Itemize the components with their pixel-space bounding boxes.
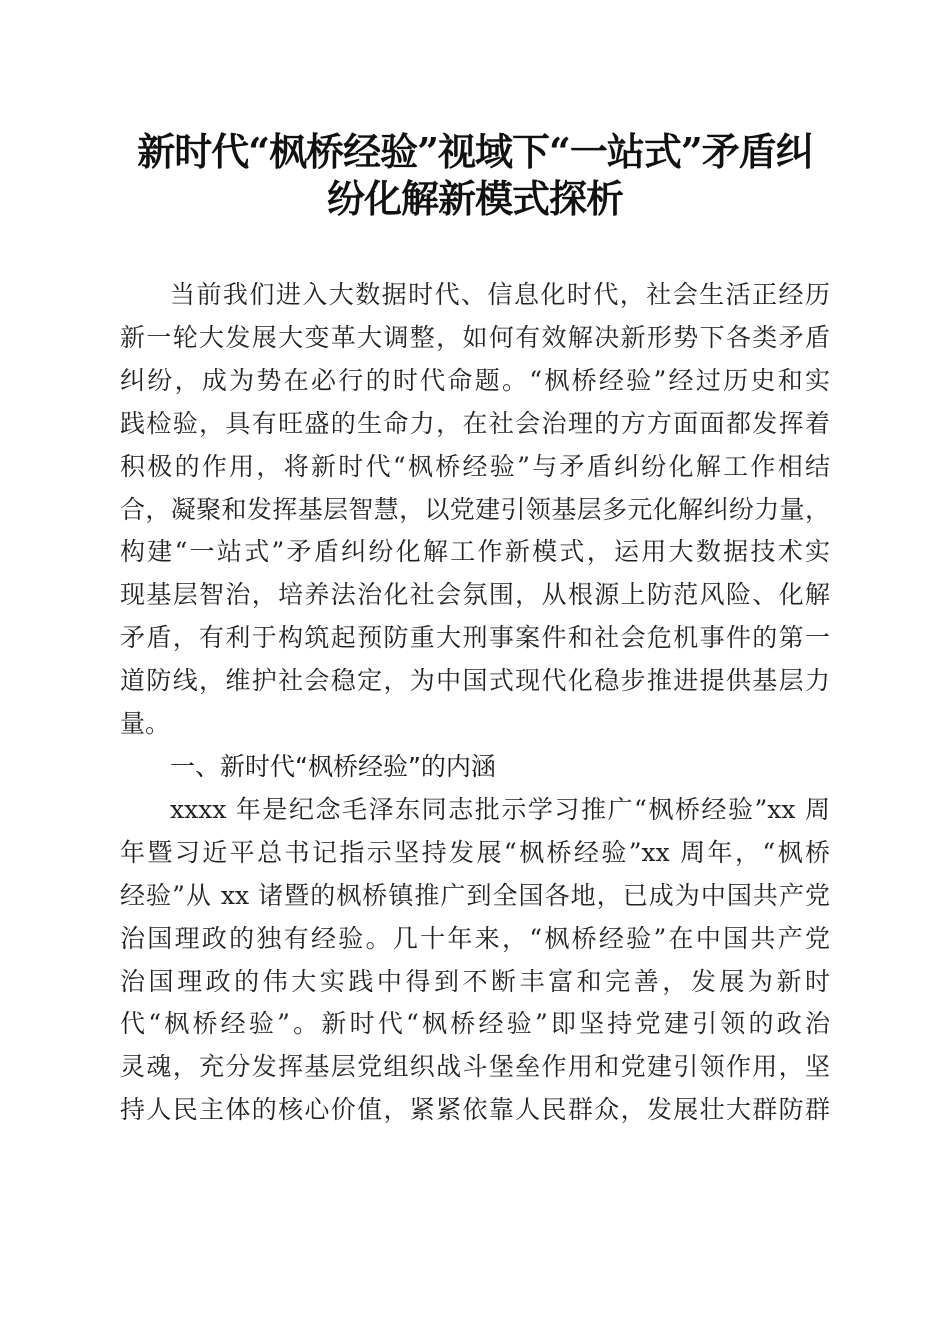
document-body xyxy=(120,274,830,1132)
text-line: 合，凝聚和发挥基层智慧，以党建引领基层多元化解纠纷力量， xyxy=(120,494,830,524)
text-line: 量。 xyxy=(120,709,171,739)
text-line: 道防线，维护社会稳定，为中国式现代化稳步推进提供基层力 xyxy=(120,666,830,696)
text-line: 年暨习近平总书记指示坚持发展“枫桥经验”xx 周年，“枫桥 xyxy=(120,837,830,867)
text-line: 经验”从 xx 诸暨的枫桥镇推广到全国各地，已成为中国共产党 xyxy=(120,880,830,910)
text-line: 新一轮大发展大变革大调整，如何有效解决新形势下各类矛盾 xyxy=(120,322,830,352)
text-line: 持人民主体的核心价值，紧紧依靠人民群众，发展壮大群防群 xyxy=(120,1095,830,1125)
section-heading-1: 一、新时代“枫桥经验”的内涵 xyxy=(170,751,496,781)
paragraph-section-1 xyxy=(120,789,830,1132)
title-line-2: 纷化解新模式探析 xyxy=(326,176,623,221)
document-title xyxy=(100,128,850,222)
text-line: 灵魂，充分发挥基层党组织战斗堡垒作用和党建引领作用，坚 xyxy=(120,1052,830,1082)
text-line: 矛盾，有利于构筑起预防重大刑事案件和社会危机事件的第一 xyxy=(120,623,830,653)
text-line: 纠纷，成为势在必行的时代命题。“枫桥经验”经过历史和实 xyxy=(120,365,830,395)
text-line: 治国理政的独有经验。几十年来，“枫桥经验”在中国共产党 xyxy=(120,923,830,953)
text-line: 积极的作用，将新时代“枫桥经验”与矛盾纠纷化解工作相结 xyxy=(120,451,830,481)
text-line: 代“枫桥经验”。新时代“枫桥经验”即坚持党建引领的政治 xyxy=(120,1009,830,1039)
title-line-1: 新时代“枫桥经验”视域下“一站式”矛盾纠 xyxy=(137,129,813,174)
text-line: 治国理政的伟大实践中得到不断丰富和完善，发展为新时 xyxy=(120,966,830,996)
text-line: 践检验，具有旺盛的生命力，在社会治理的方方面面都发挥着 xyxy=(120,408,830,438)
text-line: 现基层智治，培养法治化社会氛围，从根源上防范风险、化解 xyxy=(120,580,830,610)
text-line: 当前我们进入大数据时代、信息化时代，社会生活正经历 xyxy=(170,280,830,309)
text-line: 构建“一站式”矛盾纠纷化解工作新模式，运用大数据技术实 xyxy=(120,537,830,567)
text-line: xxxx 年是纪念毛泽东同志批示学习推广“枫桥经验”xx 周 xyxy=(170,794,830,824)
paragraph-intro xyxy=(120,274,830,746)
